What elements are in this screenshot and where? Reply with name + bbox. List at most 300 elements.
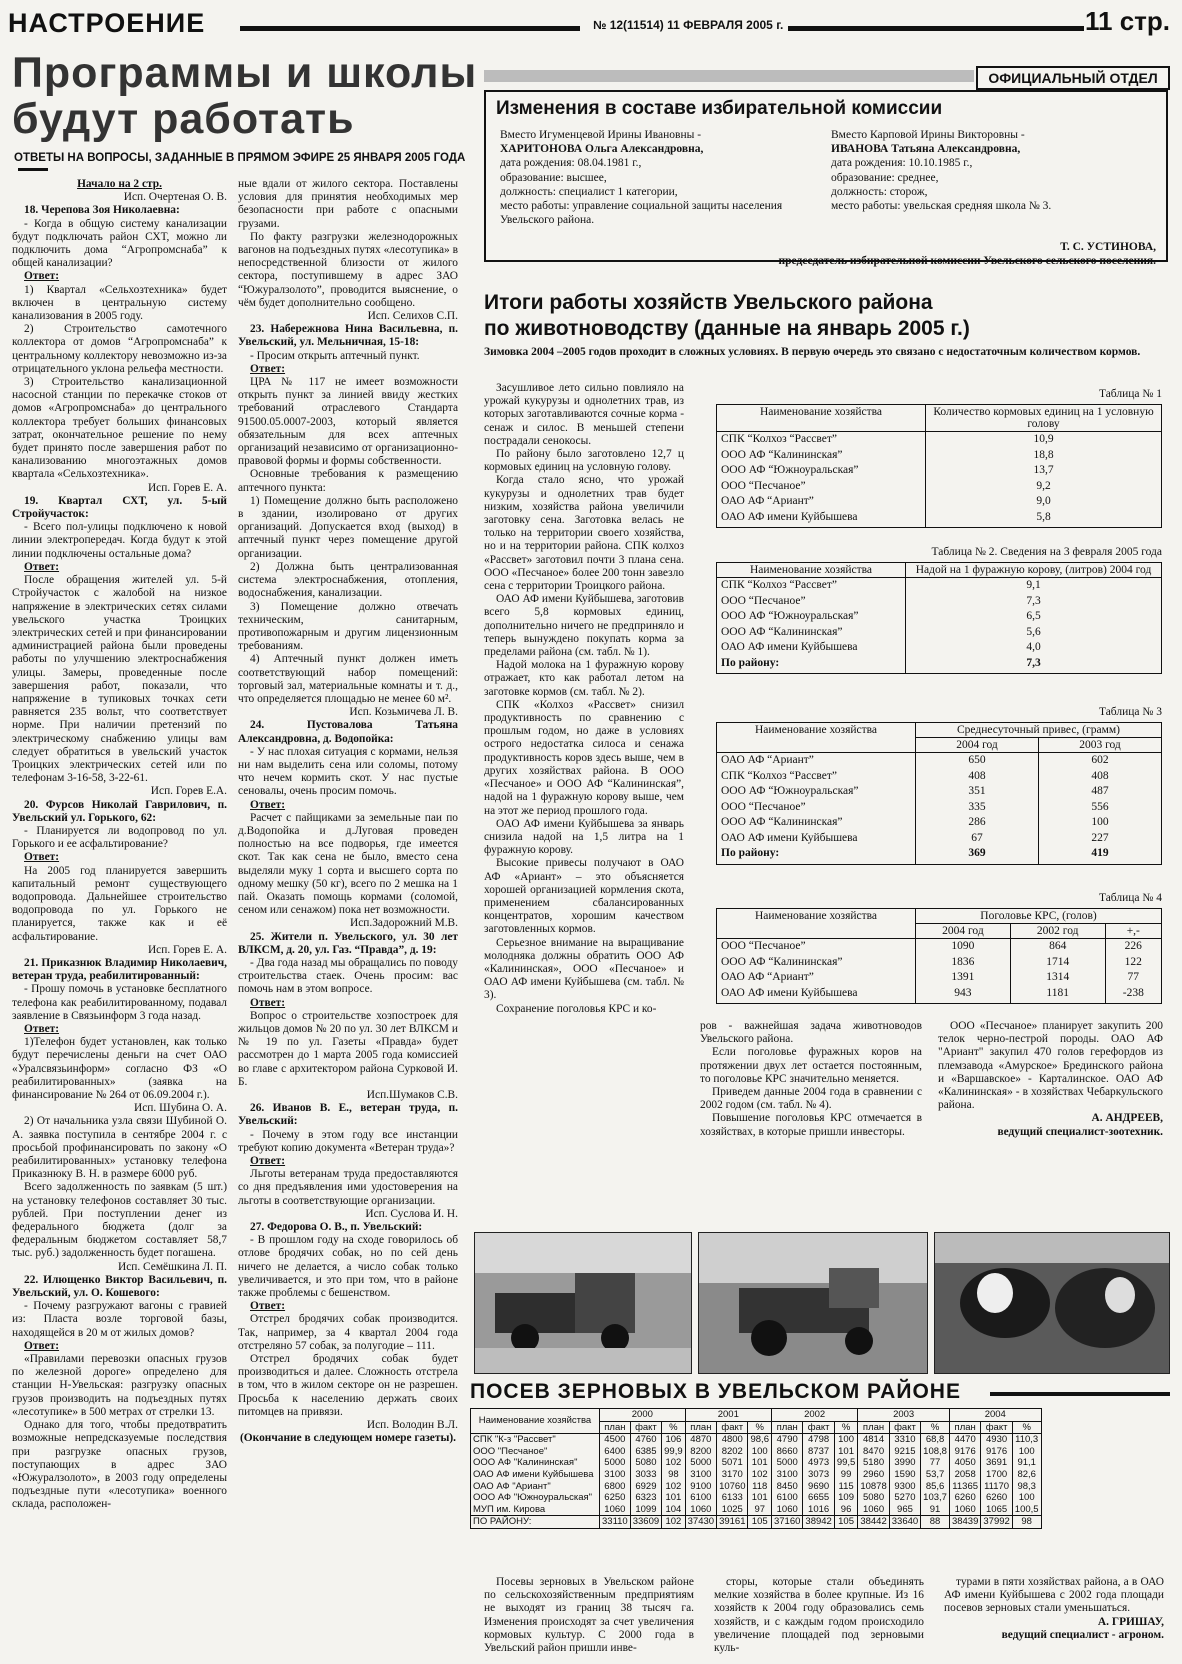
table-cell-name: ОАО АФ “Ариант” [717, 970, 916, 986]
qa-p: 1) Помещение должно быть расположено в здании, изолировано от других организаций. Допускается вход (выход) в аптечный пункт через помещение другой организации. [238, 494, 458, 560]
table1 [716, 404, 1162, 528]
grain-text-c [944, 1576, 1164, 1642]
commission-line: место работы: увельская средняя школа № 3. [831, 200, 1052, 213]
grain-cell: 1700 [981, 1469, 1012, 1481]
grain-cell: 85,6 [921, 1481, 950, 1493]
qa-p: «Правилами перевозки опасных грузов по железной дороге» определено для станции Н-Увельская: разгрузку опасных грузов производить на подъездных путях «лесотупике» в 500 метрах от стрелки 13. [12, 1353, 227, 1418]
grain-cell: 8450 [771, 1481, 802, 1493]
grain-cell: 99,9 [662, 1446, 686, 1458]
grain-sub-header: факт [803, 1421, 834, 1434]
grain-cell: 3100 [685, 1469, 716, 1481]
grain-cell: 53,7 [921, 1469, 950, 1481]
grain-cell: 98,6 [748, 1434, 772, 1446]
continued-note: Начало на 2 стр. [77, 178, 162, 190]
grain-row [471, 1434, 1042, 1446]
table-cell-name: ОАО АФ имени Куйбышева [717, 510, 926, 526]
table-bottom-rule [717, 525, 1162, 528]
grain-cell: 3033 [630, 1469, 661, 1481]
results-paragraph: Повышение поголовья КРС отмечается в хозяйствах, в которые пришли инвесторы. [700, 1112, 922, 1138]
table-cell-value: 100 [1038, 815, 1161, 831]
qa-ans: Ответ: [250, 996, 286, 1009]
results-paragraph: Надой молока на 1 фуражную корову отражает, кто как работал летом на заготовке кормов (см. табл. № 2). [484, 659, 684, 698]
table-total-cell: По району: [717, 656, 906, 672]
qa-p: Расчет с пайщиками за земельные паи по д.Водопойка и д.Луговая проведен полностью на все подворья, где имеется скот. Так как сена не было, вместо сена выделяли муку 1 сорта и высшего сорта по одному мешку (50 кг), всего по 2 мешка на 1 пай. Оказать помощь кормами (соломой, сеном или сенажом) пока нет возможности. [238, 811, 458, 917]
results-column-b [700, 1020, 922, 1220]
grain-cell: 118 [748, 1481, 772, 1493]
table3-header-name: Наименование хозяйства [717, 723, 916, 753]
qa-q: 23. Набережнова Нина Васильевна, п. Увельский, ул. Мельничная, 15-18: [238, 323, 458, 349]
table-row [717, 640, 1162, 656]
table-bottom-rule [717, 862, 1162, 865]
qa-ans: Ответ: [250, 362, 286, 375]
grain-sub-header: план [949, 1421, 980, 1434]
grain-title-rule [990, 1392, 1170, 1396]
grain-cell: 77 [921, 1457, 950, 1469]
grain-cell-name: ОАО АФ "Ариант" [471, 1481, 600, 1493]
table3-header-2004: 2004 год [916, 738, 1039, 753]
qa-p: 2) Строительство самотечного коллектора от домов “Агропромснаба” к центральному коллектору невозможно из-за отрицательного уклона рельефа местности. [12, 323, 227, 375]
signer-title: председатель избирательной комиссии Увельского сельского поселения. [778, 255, 1156, 267]
grain-cell: 3691 [981, 1457, 1012, 1469]
grain-row [471, 1446, 1042, 1458]
table4-header-value: Поголовье КРС, (голов) [916, 909, 1162, 924]
commission-line: дата рождения: 10.10.1985 г., [831, 157, 973, 170]
grain-cell: 1099 [630, 1504, 661, 1516]
table-cell-value: 335 [916, 800, 1039, 816]
rubric-title: НАСТРОЕНИЕ [8, 8, 206, 38]
grain-cell: 3170 [717, 1469, 748, 1481]
table-spacer [717, 862, 916, 865]
grain-cell: 9690 [803, 1481, 834, 1493]
qa-p: - Прошу помочь в установке бесплатного телефона как реабилитированному, подавал заявление в Связьинформ 3 года назад. [12, 983, 227, 1022]
grain-sub-header: план [771, 1421, 802, 1434]
qa-p: 2) Должна быть централизованная система электроснабжения, отопления, водоснабжения, канализации. [238, 560, 458, 600]
table-total-cell: 7,3 [906, 656, 1162, 672]
table1-header-value: Количество кормовых единиц на 1 условную голову [926, 405, 1162, 432]
qa-sig: Исп. Селихов С.П. [367, 310, 458, 323]
table-cell-name: СПК “Колхоз “Рассвет” [717, 432, 926, 448]
grain-cell: 6655 [803, 1492, 834, 1504]
grain-year-header: 2003 [858, 1409, 950, 1422]
grain-sub-header: факт [630, 1421, 661, 1434]
table3-header-2003: 2003 год [1038, 738, 1161, 753]
table-row [717, 769, 1162, 785]
results-paragraph: ООО «Песчаное» планирует закупить 200 телок черно-пестрой породы. ОАО АФ "Ариант" закупил 470 голов герефордов из племзавода «Амурское» Брединского района и «Варшавское» - Карталинское. ОАО АФ «Калининская» - в хозяйствах Чебаркульского района. [938, 1020, 1163, 1112]
grain-cell: 99,5 [834, 1457, 858, 1469]
table-cell-value: 9,1 [906, 578, 1162, 594]
results-paragraph: Серьезное внимание на выращивание молодняка должны обратить ООО АФ «Калининская», ООО «Песчаное» и ОАО АФ имени Куйбышева (см. табл. № 3). [484, 936, 684, 1002]
table-bottom-rule [717, 671, 1162, 674]
table-row [717, 970, 1162, 986]
grain-row [471, 1457, 1042, 1469]
qa-p: - У нас плохая ситуация с кормами, нельзя ни нам выделить сена или соломы, потому что нечем кормить скот. У нас пустые сеновалы, очень просим помочь. [238, 745, 458, 798]
grain-cell: 6250 [600, 1492, 631, 1504]
grain-cell: 8202 [717, 1446, 748, 1458]
qa-p: - Всего пол-улицы подключено к новой линии электропередач. Когда будут к этой линии подключены остальные дома? [12, 521, 227, 560]
table-row [717, 955, 1162, 971]
grain-cell: 100 [834, 1434, 858, 1446]
subheadline-rule [18, 168, 48, 171]
grain-cell: 98,3 [1012, 1481, 1041, 1493]
grain-cell: 4050 [949, 1457, 980, 1469]
grain-cell: 5000 [771, 1457, 802, 1469]
grain-total-cell: 105 [834, 1516, 858, 1529]
grain-cell: 6133 [717, 1492, 748, 1504]
table3-caption: Таблица № 3 [1098, 706, 1162, 718]
table2 [716, 562, 1162, 674]
table-cell-name: ООО “Песчаное” [717, 594, 906, 610]
grain-title: ПОСЕВ ЗЕРНОВЫХ В УВЕЛЬСКОМ РАЙОНЕ [470, 1380, 961, 1403]
page-number: 11 стр. [1084, 6, 1170, 36]
commission-line: Вместо Игуменцевой Ирины Ивановны - [500, 129, 702, 141]
qa-sig: Исп. Горев Е. А. [147, 943, 227, 956]
table-row [717, 939, 1162, 955]
table4-header-2002: 2002 год [1010, 924, 1105, 939]
grain-cell: 6100 [771, 1492, 802, 1504]
table-cell-value: 351 [916, 784, 1039, 800]
grain-paragraph-b: сторы, которые стали объединять мелкие хозяйства в более крупные. Из 16 хозяйств к 2004 году образовались семь хозяйств, и с каждым годом происходило увеличение площадей под зерновыми куль- [714, 1576, 924, 1655]
qa-p: 1) Квартал «Сельхозтехника» будет включен в центральную систему канализования в 2005 году. [12, 283, 227, 323]
grain-row [471, 1469, 1042, 1481]
commission-line: должность: сторож, [831, 185, 928, 198]
results-paragraph: ОАО АФ имени Куйбышева, заготовив всего 5,8 кормовых единиц, дополнительно ничего не предпринялo и теперь вынуждено покупать корма за пределами района (см. табл. № 1). [484, 593, 684, 659]
qa-p: После обращения жителей ул. 5-й Стройучасток с жалобой на низкое напряжение в электрических сетях силами увельского участка Троицких электрических сетей и при финансировании администрацией района были проведены работы по улучшению электроснабжения улицы. Замеры, проведенные после завершения работ, показали, что напряжение в тупиковых точках сети равняется 235 вольт, что соответствует норме. При наличии претензий по электрическому снабжению улицы вам следует обратиться в увельский участок Троицких электрических сетей или по телефонам 3-16-58, 3-22-61. [12, 574, 227, 785]
photo-tractor [698, 1232, 928, 1374]
table-cell-name: ОАО АФ “Ариант” [717, 753, 916, 769]
headline-line-2: будут работать [12, 95, 355, 143]
qa-sig: Исп. Очертеная О. В. [123, 191, 227, 204]
grain-cell: 4760 [630, 1434, 661, 1446]
qa-sig: Исп. Горев Е. А. [147, 481, 227, 494]
grain-cell: 91,1 [1012, 1457, 1041, 1469]
commission-line: Вместо Карповой Ирины Викторовны - [831, 129, 1025, 141]
grain-total-cell: 102 [662, 1516, 686, 1529]
table-spacer [717, 671, 906, 674]
commission-line: ХАРИТОНОВА Ольга Александровна, [500, 143, 704, 156]
commission-left-entry [500, 128, 818, 227]
grain-total-cell: 98 [1012, 1516, 1041, 1529]
qa-p: - Просим открыть аптечный пункт. [250, 349, 420, 362]
grain-sub-header: % [748, 1421, 772, 1434]
table-row [717, 494, 1162, 510]
table-cell-name: ООО “Песчаное” [717, 800, 916, 816]
table-row [717, 831, 1162, 847]
grain-cell: 6929 [630, 1481, 661, 1493]
table-spacer [906, 671, 1162, 674]
table-cell-value: 286 [916, 815, 1039, 831]
qa-q: 22. Илющенко Виктор Васильевич, п. Увельский, ул. О. Кошевого: [12, 1273, 227, 1300]
results-paragraph: ров - важнейшая задача животноводов Увельского района. [700, 1020, 922, 1046]
table-total-row [717, 846, 1162, 862]
grain-total-cell: 88 [921, 1516, 950, 1529]
grain-total-cell: 39161 [717, 1516, 748, 1529]
grain-row [471, 1492, 1042, 1504]
grain-year-header: 2001 [685, 1409, 771, 1422]
grain-cell: 4470 [949, 1434, 980, 1446]
grain-cell: 4930 [981, 1434, 1012, 1446]
table-spacer [916, 862, 1039, 865]
grain-total-row [471, 1516, 1042, 1529]
grain-total-cell: 38442 [858, 1516, 889, 1529]
grain-cell: 6323 [630, 1492, 661, 1504]
grain-cell: 97 [748, 1504, 772, 1516]
signer-name: Т. С. УСТИНОВА, [1060, 241, 1156, 253]
table-spacer [926, 525, 1162, 528]
table-cell-value: 5,6 [906, 625, 1162, 641]
table-row [717, 784, 1162, 800]
main-headline [12, 50, 482, 142]
table2-header-name: Наименование хозяйства [717, 563, 906, 578]
grain-year-header: 2000 [600, 1409, 686, 1422]
qa-p: Отстрел бродячих собак производится. Так, например, за 4 квартал 2004 года отстреляно 57 собак, за полугодие – 111. [238, 1313, 458, 1352]
table-cell-name: ООО АФ “Калининская” [717, 625, 906, 641]
header-rule-left [240, 26, 580, 31]
table-cell-value: 1314 [1010, 970, 1105, 986]
table3 [716, 722, 1162, 865]
grain-cell: 5180 [858, 1457, 889, 1469]
grain-cell: 4870 [685, 1434, 716, 1446]
table4-header-diff: +,- [1105, 924, 1161, 939]
qa-p: 3) Строительство канализационной насосной станции по перекачке стоков от домов «Агропромснаба» до центрального коллектора требует больших финансовых затрат, окончательное решение по нему будет принято после завершения работ по канализованию многоэтажных домов квартала «Сельхозтехника». [12, 376, 227, 481]
table-row [717, 594, 1162, 610]
grain-paragraph-c: турами в пяти хозяйствах района, а в ОАО АФ имени Куйбышева с 2002 года площади посевов зерновых стали уменьшаться. [944, 1576, 1164, 1615]
qa-q: 25. Жители п. Увельского, ул. 30 лет ВЛКСМ, д. 20, ул. Газ. “Правда”, д. 19: [238, 930, 458, 956]
table-row [717, 479, 1162, 495]
grain-total-cell: 105 [748, 1516, 772, 1529]
grain-cell: 9176 [949, 1446, 980, 1458]
results-paragraph: Если поголовье фуражных коров на протяжении двух лет остается постоянным, то поголовье КРС значительно меняется. [700, 1046, 922, 1085]
header-rule-right [788, 26, 1084, 31]
qa-q: 18. Черепова Зоя Николаевна: [24, 204, 180, 217]
table-cell-value: 864 [1010, 939, 1105, 955]
table-total-cell: 369 [916, 846, 1039, 862]
table-cell-value: -238 [1105, 986, 1161, 1002]
grain-cell: 3310 [889, 1434, 920, 1446]
grain-total-cell: ПО РАЙОНУ: [471, 1516, 600, 1529]
results-lead: Зимовка 2004 –2005 годов проходит в сложных условиях. В первую очередь это связано с недостаточным количеством кормов. [484, 346, 1141, 358]
grain-cell: 100 [1012, 1446, 1041, 1458]
grain-cell: 115 [834, 1481, 858, 1493]
grain-paragraph-a: Посевы зерновых в Увельском районе по сельскохозяйственным предприятиям не выходят из границ 38 тысяч га. Изменения происходят за счет увеличения кормовых культур. С 2000 года в Увельский район пришли инве- [484, 1576, 694, 1655]
qa-p: 2) От начальника узла связи Шубиной О. А. заявка поступила в сентябре 2004 г. с просьбой профинансировать по закону «О реабилитированных» установку телефона Приказнюку В. Н. в размере 6000 руб. [12, 1115, 227, 1181]
grain-cell: 1060 [685, 1504, 716, 1516]
results-author-title: ведущий специалист-зоотехник. [997, 1125, 1163, 1138]
subheadline [14, 152, 494, 176]
qa-p: Льготы ветеранам труда предоставляются со дня предъявления ими удостоверения на льготы в соответствующие организации. [238, 1168, 458, 1207]
grain-cell: 6260 [949, 1492, 980, 1504]
grain-cell: 102 [748, 1469, 772, 1481]
grain-cell: 8470 [858, 1446, 889, 1458]
grain-sub-header: факт [981, 1421, 1012, 1434]
grain-cell: 8660 [771, 1446, 802, 1458]
table-cell-name: ОАО АФ имени Куйбышева [717, 831, 916, 847]
grain-cell: 102 [662, 1481, 686, 1493]
commission-title: Изменения в составе избирательной комиссии [496, 98, 943, 119]
table-spacer [1105, 1001, 1161, 1004]
table-cell-value: 4,0 [906, 640, 1162, 656]
grain-total-cell: 38439 [949, 1516, 980, 1529]
qa-sig: Исп. Володин В.Л. [366, 1419, 458, 1432]
table-cell-name: ОАО АФ имени Куйбышева [717, 986, 916, 1002]
table-cell-value: 602 [1038, 753, 1161, 769]
grain-cell: 82,6 [1012, 1469, 1041, 1481]
issue-info: № 12(11514) 11 ФЕВРАЛЯ 2005 г. [593, 18, 784, 32]
grain-total-cell: 38942 [803, 1516, 834, 1529]
grain-cell: 5080 [630, 1457, 661, 1469]
grain-sub-header: факт [717, 1421, 748, 1434]
table-cell-value: 1090 [916, 939, 1011, 955]
grain-cell: 5000 [685, 1457, 716, 1469]
grain-cell: 1060 [600, 1504, 631, 1516]
grain-cell: 9176 [981, 1446, 1012, 1458]
qa-q: 20. Фурсов Николай Гаврилович, п. Увельский ул. Горького, 62: [12, 798, 227, 824]
grain-cell: 5071 [717, 1457, 748, 1469]
grain-cell: 9300 [889, 1481, 920, 1493]
table3-header-value: Среднесуточный привес, (грамм) [916, 723, 1162, 738]
table-total-cell: 419 [1038, 846, 1161, 862]
table-cell-value: 556 [1038, 800, 1161, 816]
commission-right-entry [831, 128, 1149, 213]
grain-cell: 11170 [981, 1481, 1012, 1493]
table-row [717, 986, 1162, 1002]
table-spacer [717, 1001, 916, 1004]
grain-cell-name: ООО АФ "Южноуральская" [471, 1492, 600, 1504]
grain-year-header: 2004 [949, 1409, 1041, 1422]
grain-cell: 1065 [981, 1504, 1012, 1516]
table1-caption: Таблица № 1 [1098, 388, 1162, 400]
subheadline-text: ОТВЕТЫ НА ВОПРОСЫ, ЗАДАННЫЕ В ПРЯМОМ ЭФИРЕ 25 ЯНВАРЯ 2005 ГОДА [14, 152, 466, 164]
qa-column-1 [12, 178, 227, 1664]
grain-cell: 8200 [685, 1446, 716, 1458]
results-paragraph: По району было заготовлено 12,7 ц кормовых единиц на условную голову. [484, 448, 684, 474]
grain-sub-header: % [921, 1421, 950, 1434]
qa-p: - Планируется ли водопровод по ул. Горького и ее асфальтирование? [12, 824, 227, 851]
commission-line: образование: высшее, [500, 171, 607, 184]
grain-cell: 3990 [889, 1457, 920, 1469]
table-cell-value: 122 [1105, 955, 1161, 971]
table-spacer [1010, 1001, 1105, 1004]
headline-line-1: Программы и школы [12, 49, 478, 97]
grain-cell: 106 [662, 1434, 686, 1446]
qa-ans: Ответ: [24, 560, 60, 573]
grain-cell: 110,3 [1012, 1434, 1041, 1446]
grain-cell: 100,5 [1012, 1504, 1041, 1516]
table-total-cell: По району: [717, 846, 916, 862]
grain-cell: 2058 [949, 1469, 980, 1481]
grain-cell: 1060 [858, 1504, 889, 1516]
qa-p: 3) Помещение должно отвечать техническим, санитарным, противопожарным и другим лицензионным требованиям. [238, 600, 458, 653]
table-cell-name: ООО АФ “Калининская” [717, 448, 926, 464]
commission-line: дата рождения: 08.04.1981 г., [500, 157, 642, 170]
qa-sig: Исп. Горев Е.А. [150, 785, 227, 798]
grain-cell: 6260 [981, 1492, 1012, 1504]
grain-cell: 4800 [717, 1434, 748, 1446]
results-headline [484, 290, 1164, 342]
grain-cell: 91 [921, 1504, 950, 1516]
table-cell-value: 9,2 [926, 479, 1162, 495]
masthead [8, 6, 1174, 46]
qa-p: - Два года назад мы обращались по поводу строительства стаек. Очень просим: вас помочь нам в этом вопросе. [238, 956, 458, 996]
table-cell-name: ОАО АФ “Ариант” [717, 494, 926, 510]
table-cell-name: ООО “Песчаное” [717, 939, 916, 955]
qa-ans: Ответ: [24, 851, 60, 864]
grain-sub-header: % [834, 1421, 858, 1434]
grain-cell: 101 [834, 1446, 858, 1458]
grain-author: А. ГРИШАУ, [1097, 1615, 1164, 1628]
grain-sub-header: план [685, 1421, 716, 1434]
grain-cell: 6400 [600, 1446, 631, 1458]
results-title-line-2: по животноводству (данные на январь 2005 г.) [484, 317, 970, 340]
table-bottom-rule [717, 1001, 1162, 1004]
grain-cell: 6800 [600, 1481, 631, 1493]
grain-cell: 1590 [889, 1469, 920, 1481]
grain-row [471, 1504, 1042, 1516]
table-cell-value: 7,3 [906, 594, 1162, 610]
grain-author-title: ведущий специалист - агроном. [1001, 1628, 1164, 1641]
commission-line: ИВАНОВА Татьяна Александровна, [831, 143, 1021, 156]
commission-box [484, 90, 1168, 267]
grain-sub-header: % [1012, 1421, 1041, 1434]
results-author: А. АНДРЕЕВ, [1091, 1112, 1163, 1125]
grain-cell: 1060 [771, 1504, 802, 1516]
grain-cell: 5270 [889, 1492, 920, 1504]
grain-cell-name: ООО "Песчаное" [471, 1446, 600, 1458]
table-spacer [717, 525, 926, 528]
table-row [717, 609, 1162, 625]
table-cell-value: 1714 [1010, 955, 1105, 971]
grain-cell-name: ООО АФ "Калининская" [471, 1457, 600, 1469]
qa-p: 4) Аптечный пункт должен иметь соответствующий набор помещений: торговый зал, материальные комнаты и т. д., что определяется площадью не менее 60 м². [238, 653, 458, 705]
grain-cell: 101 [748, 1457, 772, 1469]
photo-cows [934, 1232, 1170, 1374]
grain-total-cell: 33110 [600, 1516, 631, 1529]
grain-cell: 8737 [803, 1446, 834, 1458]
commission-line: должность: специалист 1 категории, [500, 185, 678, 198]
grain-cell: 3100 [600, 1469, 631, 1481]
table-cell-value: 9,0 [926, 494, 1162, 510]
grain-cell: 1016 [803, 1504, 834, 1516]
table-row [717, 432, 1162, 448]
grain-cell: 2960 [858, 1469, 889, 1481]
table4-caption: Таблица № 4 [1098, 892, 1162, 904]
grain-cell: 1060 [949, 1504, 980, 1516]
grain-cell: 101 [748, 1492, 772, 1504]
grain-year-header: 2002 [771, 1409, 857, 1422]
qa-p: ЦРА № 117 не имеет возможности открыть пункт за линией ввиду жестких требований отраслевого Стандарта 91500.05.0007-2003, который является обязательным для всех аптечных организаций независимо от организационно-правовой формы и формы собственности. [238, 376, 458, 468]
table-cell-value: 408 [916, 769, 1039, 785]
qa-sig: Исп. Шубина О. А. [134, 1102, 227, 1115]
grain-cell: 5080 [858, 1492, 889, 1504]
grain-cell: 96 [834, 1504, 858, 1516]
table1-header-name: Наименование хозяйства [717, 405, 926, 432]
qa-p: - Почему в этом году все инстанции требуют копию документа «Ветеран труда»? [238, 1128, 458, 1154]
table4-header-2004: 2004 год [916, 924, 1011, 939]
grain-cell: 9100 [685, 1481, 716, 1493]
grain-cell: 68,8 [921, 1434, 950, 1446]
table-cell-value: 487 [1038, 784, 1161, 800]
table-cell-name: СПК “Колхоз “Рассвет” [717, 578, 906, 594]
table-cell-name: ООО АФ “Калининская” [717, 955, 916, 971]
qa-ans: Ответ: [24, 270, 60, 283]
qa-p: - Когда в общую систему канализации будут подключать район СХТ, можно ли подключить дома “Агропромснаба” к общей канализации? [12, 217, 227, 270]
qa-column-2 [238, 178, 458, 1664]
grain-total-cell: 37992 [981, 1516, 1012, 1529]
qa-q: 24. Пустовалова Татьяна Александровна, д. Водопойка: [238, 719, 458, 745]
table2-header-value: Надой на 1 фуражную корову, (литров) 2004 год [906, 563, 1162, 578]
grain-cell: 4790 [771, 1434, 802, 1446]
table-cell-value: 650 [916, 753, 1039, 769]
table-cell-value: 1181 [1010, 986, 1105, 1002]
